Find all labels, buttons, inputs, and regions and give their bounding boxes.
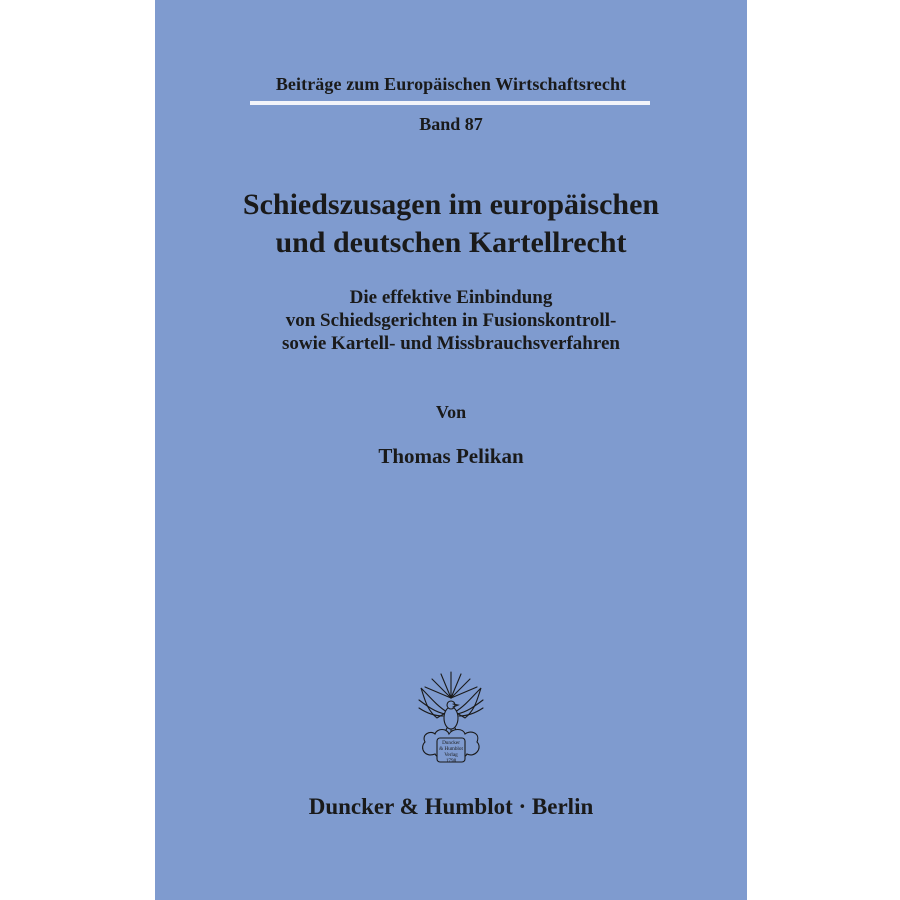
- logo-text-line: 1798: [445, 758, 457, 764]
- series-title: Beiträge zum Europäischen Wirtschaftsrecht: [275, 74, 627, 94]
- book-subtitle-line: Die effektive Einbindung: [349, 287, 553, 308]
- series-divider: [250, 101, 650, 105]
- book-title: [155, 186, 747, 262]
- publisher-imprint: Duncker & Humblot · Berlin: [308, 794, 594, 819]
- book-subtitle: [155, 286, 747, 355]
- book-subtitle-line: von Schiedsgerichten in Fusionskontroll-: [285, 310, 617, 331]
- logo-text-line: & Humblot: [439, 746, 463, 752]
- book-title-line: Schiedszusagen im europäischen: [242, 188, 660, 221]
- by-label: Von: [435, 402, 467, 422]
- author-name: Thomas Pelikan: [378, 444, 524, 468]
- logo-text-line: Duncker: [442, 740, 460, 746]
- phoenix-emblem-icon: [411, 668, 491, 768]
- volume-number: Band 87: [419, 114, 483, 134]
- book-title-line: und deutschen Kartellrecht: [275, 226, 627, 259]
- book-cover: [155, 0, 747, 900]
- logo-text-line: Verlag: [444, 752, 458, 758]
- book-subtitle-line: sowie Kartell- und Missbrauchsverfahren: [282, 333, 620, 354]
